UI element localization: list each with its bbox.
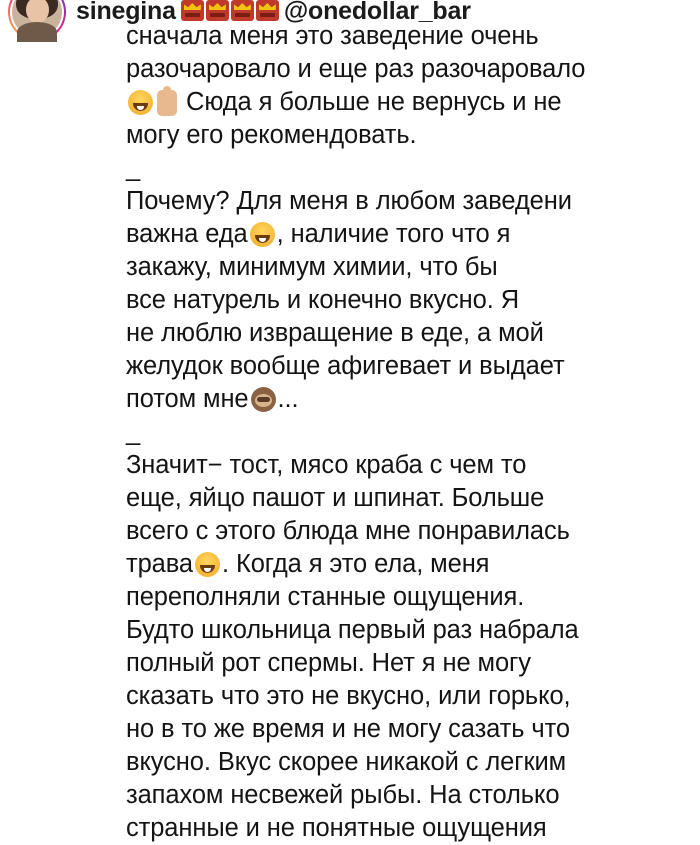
- caption-line: но в то же время и не могу сазать что: [126, 715, 570, 743]
- caption-separator: _: [126, 154, 141, 182]
- caption-line-text: Сюда я больше не вернусь и не: [186, 88, 562, 116]
- caption-line-text: . Когда я это ела, меня: [222, 550, 490, 578]
- caption-line: могу его рекомендовать.: [126, 121, 417, 149]
- avatar-face: [26, 0, 49, 23]
- mention-link[interactable]: @onedollar_bar: [283, 0, 471, 25]
- caption-line: желудок вообще афигевает и выдает: [126, 352, 565, 380]
- caption-line: сначала меня это заведение очень: [126, 22, 539, 50]
- caption-line: разочаровало и еще раз разочаровало: [126, 55, 586, 83]
- caption-line: сказать что это не вкусно, или горько,: [126, 682, 571, 710]
- caption-line-text: ...: [277, 385, 299, 413]
- caption-line: вкусно. Вкус скорее никакой с легким: [126, 748, 567, 776]
- caption-line: запахом несвежей рыбы. На столько: [126, 781, 560, 809]
- caption-line: Почему? Для меня в любом заведени: [126, 187, 572, 215]
- caption-line: полный рот спермы. Нет я не могу: [126, 649, 531, 677]
- pointing-finger-emoji-icon: [157, 90, 177, 116]
- monkey-emoji-icon: [251, 387, 276, 412]
- caption-line: закажу, минимум химии, что бы: [126, 253, 498, 281]
- avatar-inner: [10, 0, 64, 39]
- crown-icon: [256, 0, 279, 21]
- caption-line: [126, 548, 686, 581]
- caption-line-text: важна еда: [126, 220, 248, 248]
- caption-line: все натурель и конечно вкусно. Я: [126, 286, 520, 314]
- caption-separator: _: [126, 418, 141, 446]
- caption-line: [126, 383, 686, 416]
- avatar[interactable]: [8, 0, 66, 41]
- caption-line: всего с этого блюда мне понравилась: [126, 517, 570, 545]
- caption-line-text: трава: [126, 550, 193, 578]
- joy-emoji-icon: [128, 90, 153, 115]
- caption-line: не люблю извращение в еде, а мой: [126, 319, 544, 347]
- caption-line: переполняли станные ощущения.: [126, 583, 525, 611]
- crown-icon: [181, 0, 204, 21]
- joy-emoji-icon: [250, 222, 275, 247]
- caption-line-text: потом мне: [126, 385, 249, 413]
- joy-emoji-icon: [195, 552, 220, 577]
- caption-line-text: , наличие того что я: [276, 220, 511, 248]
- caption-line: Будто школьница первый раз набрала: [126, 616, 579, 644]
- username-link[interactable]: sinegina: [76, 0, 176, 25]
- caption-line: [126, 218, 686, 251]
- profile-photo-icon: [12, 0, 62, 37]
- caption-line-clipped: странные и не понятные ощущения: [126, 814, 547, 842]
- caption-line: [126, 86, 686, 119]
- crown-icon: [231, 0, 254, 21]
- crown-icon: [206, 0, 229, 21]
- caption-text: [126, 20, 686, 845]
- caption-line: Значит− тост, мясо краба с чем то: [126, 451, 527, 479]
- caption-line: еще, яйцо пашот и шпинат. Больше: [126, 484, 545, 512]
- avatar-body: [17, 22, 57, 42]
